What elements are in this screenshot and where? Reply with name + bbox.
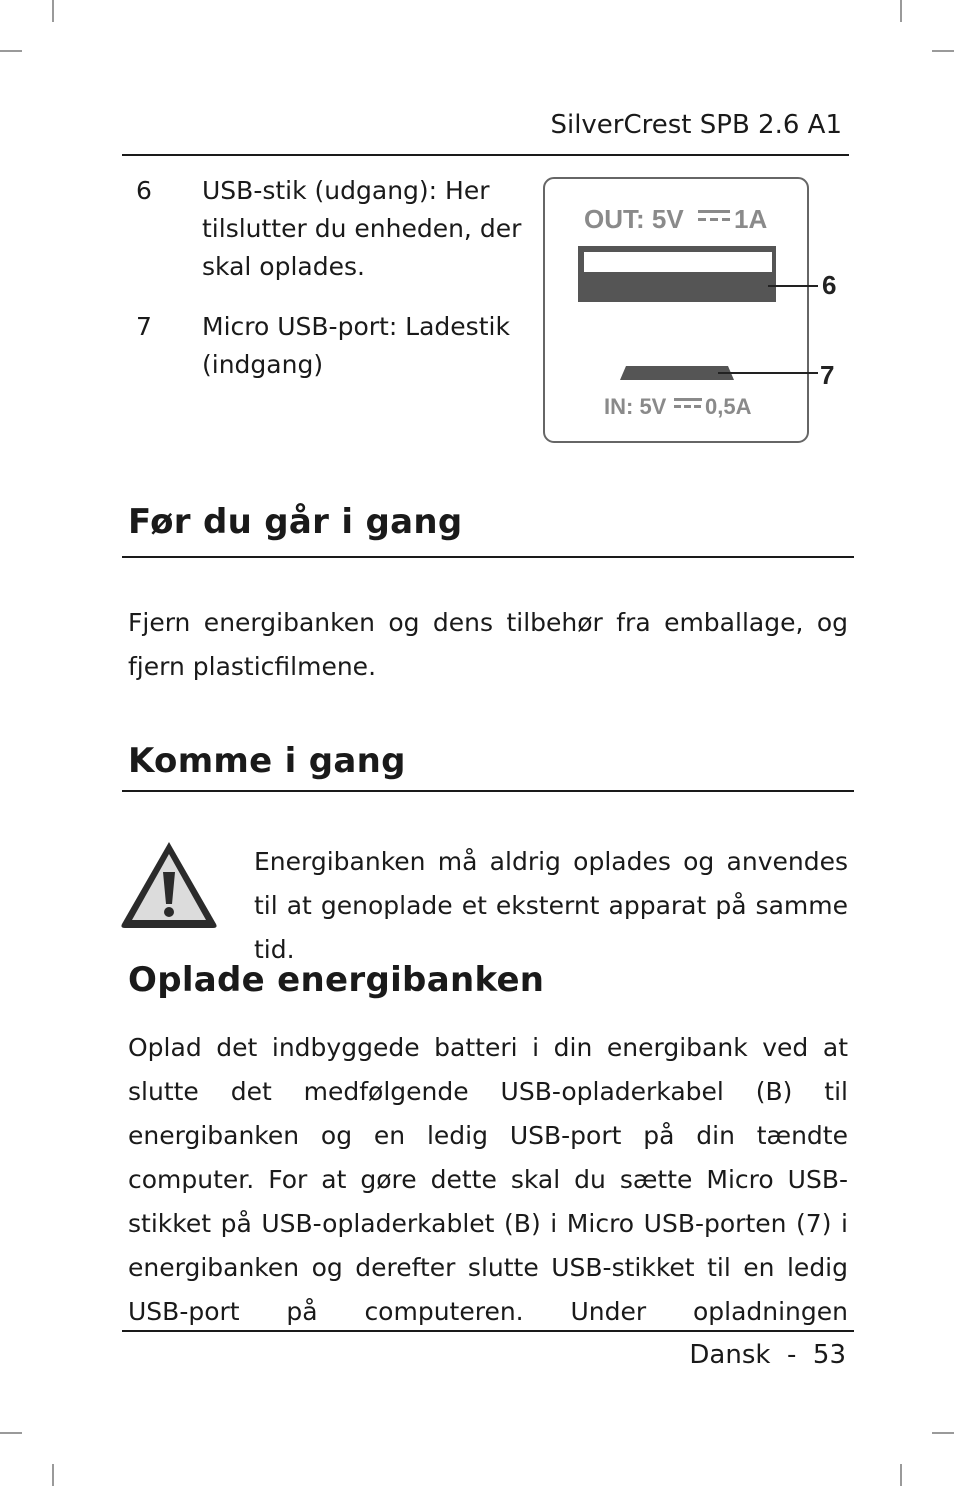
section-rule bbox=[122, 790, 854, 792]
usb-port-opening bbox=[584, 252, 772, 272]
section-heading: Oplade energibanken bbox=[128, 960, 545, 1000]
out-current: 1A bbox=[734, 204, 768, 234]
micro-usb-port-icon bbox=[620, 366, 734, 380]
in-label: IN: 5V bbox=[604, 394, 667, 419]
footer-language: Dansk bbox=[689, 1340, 771, 1370]
crop-mark bbox=[52, 0, 54, 22]
running-header: SilverCrest SPB 2.6 A1 bbox=[550, 110, 842, 140]
page-footer bbox=[689, 1340, 846, 1370]
crop-mark bbox=[52, 1464, 54, 1486]
crop-mark bbox=[0, 50, 22, 52]
crop-mark bbox=[932, 50, 954, 52]
out-label: OUT: 5V bbox=[584, 204, 684, 234]
callout-6: 6 bbox=[822, 270, 837, 300]
warning-text: Energibanken må aldrig oplades og anvendes til at genoplade et eksternt apparat på samme tid. bbox=[254, 847, 848, 964]
crop-mark bbox=[900, 1464, 902, 1486]
port-diagram bbox=[542, 176, 842, 446]
paragraph: Fjern energibanken og dens tilbehør fra emballage, og fjern plasticfilmene. bbox=[128, 608, 848, 681]
page-number: 53 bbox=[812, 1340, 846, 1370]
header-rule bbox=[122, 154, 849, 156]
callout-7: 7 bbox=[820, 360, 835, 390]
item-text: Micro USB-port: Ladestik (indgang) bbox=[202, 312, 510, 379]
crop-mark bbox=[932, 1432, 954, 1434]
item-number: 7 bbox=[136, 312, 152, 341]
in-current: 0,5A bbox=[705, 394, 752, 419]
warning-icon bbox=[118, 838, 220, 930]
section-rule bbox=[122, 556, 854, 558]
item-text: USB-stik (udgang): Her tilslutter du enheden, der skal oplades. bbox=[202, 176, 522, 281]
paragraph: Oplad det indbyggede batteri i din energibank ved at slutte det medfølgende USB-opladerkabel (B) til energibanken og en ledig USB-port på din tændte computer. For at gøre dette skal du sætte Micro USB-stikket på USB-opladerkablet (B) i Micro USB-porten (7) i energibanken og derefter slutte USB-stikket til en ledig USB-port på computeren. Under opladningen bbox=[128, 1033, 848, 1326]
crop-mark bbox=[0, 1432, 22, 1434]
footer-rule bbox=[122, 1330, 854, 1332]
section-heading: Før du går i gang bbox=[128, 502, 463, 542]
item-number: 6 bbox=[136, 176, 152, 205]
section-heading: Komme i gang bbox=[128, 741, 406, 781]
footer-separator: - bbox=[786, 1340, 797, 1370]
crop-mark bbox=[900, 0, 902, 22]
